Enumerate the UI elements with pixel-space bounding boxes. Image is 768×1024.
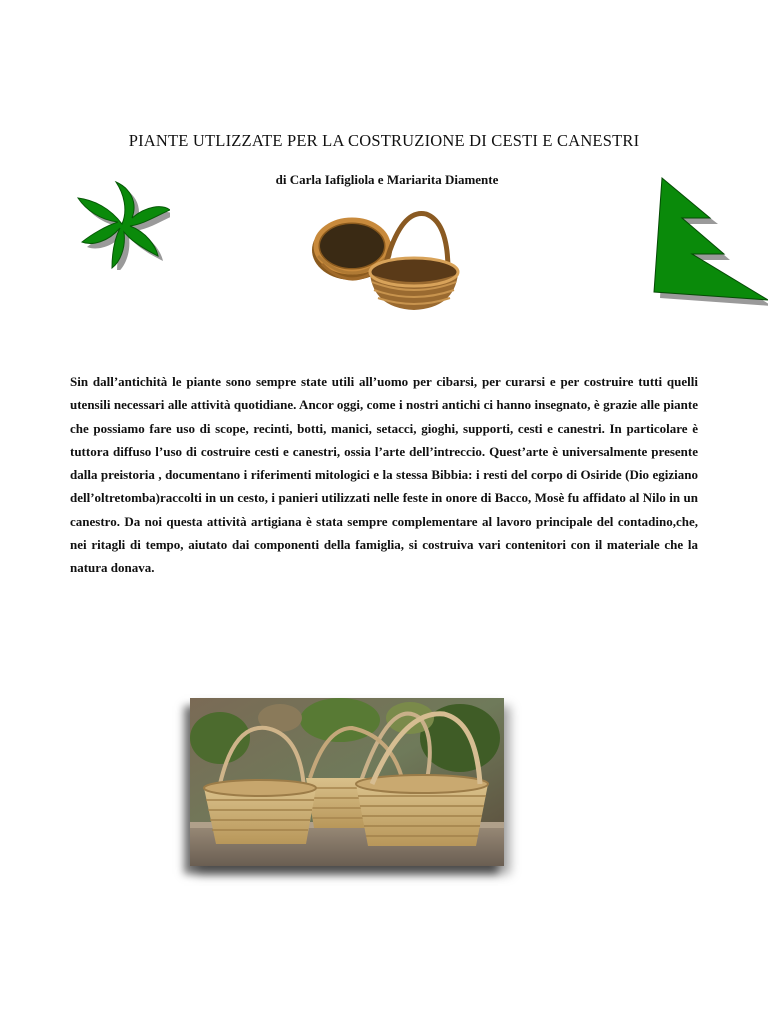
body-paragraph: Sin dall’antichità le piante sono sempre state utili all’uomo per cibarsi, per curarsi e per costruire tutti quelli utensili necessari alle attività quotidiane. Ancor oggi, come i nostri antichi ci hanno insegnato, è grazie alle piante che possiamo fare uso di scope, recinti, botti, manici, setacci, gioghi, supporti, cesti e canestri. In particolare è tuttora diffuso l’uso di costruire cesti e canestri, ossia l’arte dell’intreccio. Quest’arte è universalmente presente dalla preistoria , documentano i riferimenti mitologici e la stessa Bibbia: i resti del corpo di Osiride (Dio egiziano dell’oltretomba)raccolti in un cesto, i panieri utilizzati nelle feste in onore di Bacco, Mosè fu affidato al Nilo in un canestro. Da noi questa attività artigiana è stata sempre complementare al lavoro principale del contadino,che, nei ritagli di tempo, aiutato dai componenti della famiglia, si costruiva vari contenitori con il materiale che la natura donava.	[70, 374, 698, 576]
green-star-icon	[66, 166, 170, 270]
document-authors: di Carla Iafigliola e Mariarita Diamente	[275, 172, 499, 187]
document-title: PIANTE UTLIZZATE PER LA COSTRUZIONE DI CESTI E CANESTRI	[128, 131, 640, 150]
basket-photo	[190, 698, 504, 866]
green-tree-icon	[648, 174, 768, 312]
wicker-baskets-icon	[300, 204, 468, 320]
